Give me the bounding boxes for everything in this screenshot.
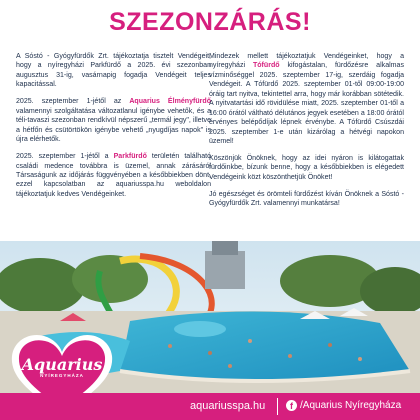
paragraph-text: 2025. szeptember 1-jétől az xyxy=(16,98,130,106)
paragraph-text: 2025. szeptember 1-jétől a xyxy=(16,153,114,161)
logo-subtitle: NYÍREGYHÁZA xyxy=(40,373,84,378)
logo-name: Aquarius xyxy=(21,355,103,374)
right-text-column xyxy=(209,52,404,216)
paragraph xyxy=(209,52,404,147)
website-link[interactable]: aquariusspa.hu xyxy=(190,400,266,412)
page-title: SZEZONZÁRÁS! xyxy=(109,8,311,36)
logo xyxy=(20,357,104,378)
footer-bar xyxy=(0,393,420,420)
facebook-link[interactable]: /Aquarius Nyíregyháza xyxy=(300,400,402,411)
paragraph: A Sóstó - Gyógyfürdők Zrt. tájékoztatja tisztelt Vendégeit, hogy a nyíregyházi Parkfürdő a 2025. évi szezonban augusztus 31-ig, vasárnapig fogadja Vendégeit teljes kapacitással. xyxy=(16,53,211,89)
paragraph-text: területén található családi medence továbbra is üzemel, annak zárásáról Társaságunk az időjárás függvényében a későbbiekben dönt, ezzel kapcsolatban az aquariusspa.hu weboldalon tájékoztatjuk kedves Vendégeinket. xyxy=(16,153,211,198)
left-text-column xyxy=(16,52,211,207)
paragraph: Jó egészséget és örömteli fürdőzést kíván Önöknek a Sóstó - Gyógyfürdők Zrt. valamennyi munkatársa! xyxy=(209,190,404,208)
paragraph-text: Mindezek mellett tájékoztatjuk Vendégeinket, hogy a nyíregyházi xyxy=(209,53,404,70)
facebook-icon[interactable]: f xyxy=(286,400,297,411)
highlight-parkfurdo: Parkfürdő xyxy=(113,153,147,161)
paragraph xyxy=(16,152,211,199)
paragraph-text: valamennyi szolgáltatása változatlanul igénybe vehetők, és a téli-tavaszi szezonban rendkívül népszerű „termál jegy", illetve a hétfőn és csütörtökön igénybe vehető „nyugdíjas napok" is újra elérhetők. xyxy=(16,107,211,144)
paragraph: Köszönjük Önöknek, hogy az idei nyáron is kilátogattak fürdőinkbe, bízunk benne, hogy a későbbiekben is elégedett Vendégeink közt köszönthetjük Önöket! xyxy=(209,155,404,181)
highlight-tofurdo: Tófürdő xyxy=(252,62,280,70)
paragraph xyxy=(16,97,211,144)
highlight-aquarius: Aquarius Élményfürdő xyxy=(129,98,211,106)
footer-divider xyxy=(277,398,278,415)
paragraph-text: kifogástalan, fürdőzésre alkalmas vízminőséggel 2025. szeptember 17-ig, szerdáig fogadja Vendégeit. A Tófürdő 2025. szeptember 01-től 09:00-19:00 óráig tart nyitva, tekintettel arra, hogy már korábban sötétedik. A nyitvatartási idő rövidülése miatt, 2025. szeptember 01-től a 16:00 órától váltható délutános jegyek esetében a 18:00 órától érvényes belépődíjak lépnek érvénybe. A Tófürdő Csúszdái 2025. szeptember 1-e után kizárólag a hétvégi napokon üzemel! xyxy=(209,62,404,146)
